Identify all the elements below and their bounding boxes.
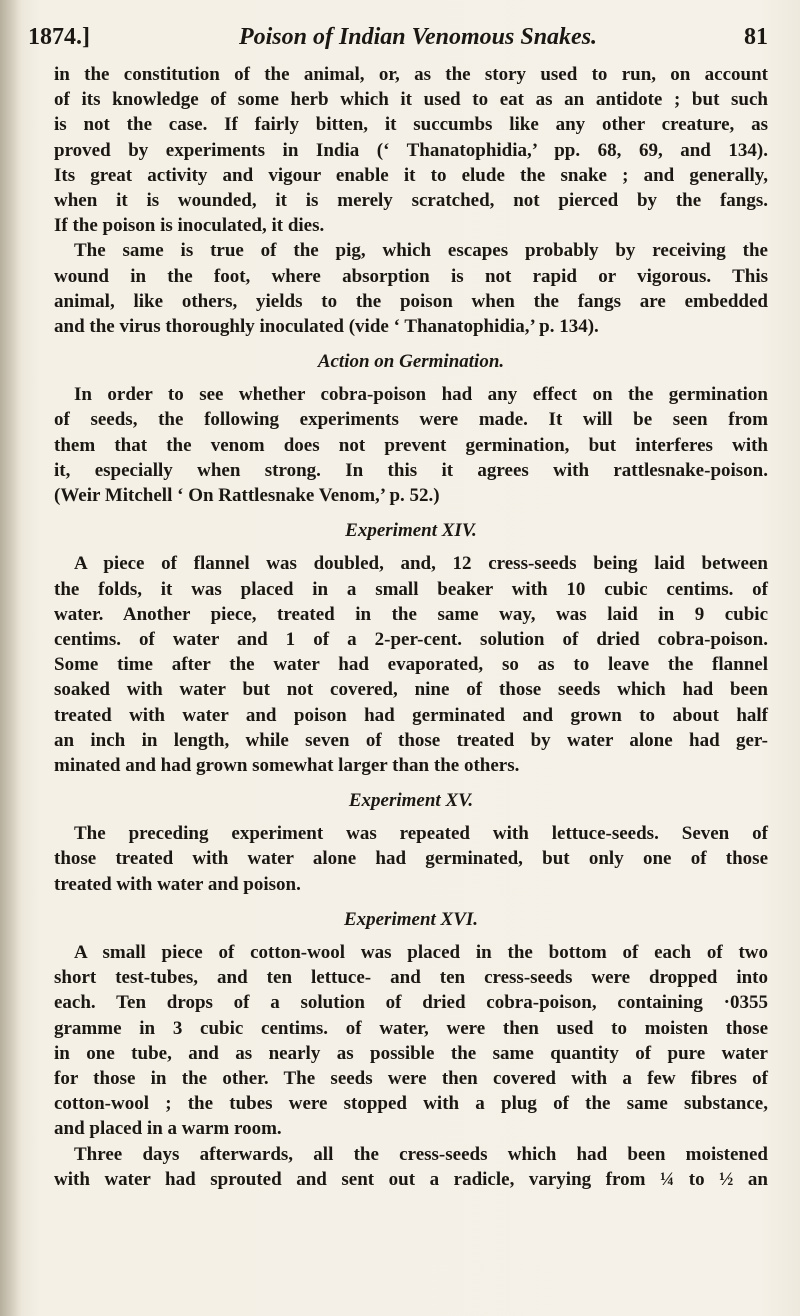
text-line: gramme in 3 cubic centims. of water, were then used to moisten those (54, 1017, 768, 1039)
text-line: when it is wounded, it is merely scratched, not pierced by the fangs. (54, 189, 768, 211)
text-line: The same is true of the pig, which escapes probably by receiving the (74, 240, 768, 262)
text-line: Three days afterwards, all the cress-seeds which had been moistened (74, 1143, 768, 1165)
text-line: for those in the other. The seeds were then covered with a few fibres of (54, 1067, 768, 1089)
text-line: centims. of water and 1 of a 2-per-cent. solution of dried cobra-poison. (54, 628, 768, 650)
text-line: each. Ten drops of a solution of dried cobra-poison, containing ·0355 (54, 992, 768, 1014)
text-line: in one tube, and as nearly as possible the same quantity of pure water (54, 1042, 768, 1064)
text-line: in the constitution of the animal, or, as the story used to run, on account (54, 64, 768, 85)
paragraph-experiment-xiv (54, 551, 768, 778)
text-line: and the virus thoroughly inoculated (vide ‘ Thanatophidia,’ p. 134). (54, 315, 599, 337)
page-number: 81 (744, 24, 768, 50)
text-line: of seeds, the following experiments were made. It will be seen from (54, 409, 768, 431)
text-line: is not the case. If fairly bitten, it succumbs like any other creature, as (54, 114, 768, 136)
text-line: of its knowledge of some herb which it used to eat as an antidote ; but such (54, 89, 768, 111)
paragraph-experiment-xv (54, 821, 768, 897)
running-head-title: Poison of Indian Venomous Snakes. (238, 24, 598, 50)
text-line: The preceding experiment was repeated with lettuce-seeds. Seven of (74, 823, 768, 845)
text-line: short test-tubes, and ten lettuce- and ten cress-seeds were dropped into (54, 967, 768, 989)
paragraph-germination-intro (54, 382, 768, 508)
text-line: treated with water and poison had germinated and grown to about half (54, 704, 768, 726)
running-head (28, 24, 768, 60)
experiment-heading: Experiment XIV. (345, 520, 477, 542)
text-line: them that the venom does not prevent germination, but interferes with (54, 434, 768, 456)
paragraph-mongoose (54, 62, 768, 238)
text-line: cotton-wool ; the tubes were stopped with a plug of the same substance, (54, 1093, 768, 1115)
text-line: those treated with water alone had germinated, but only one of those (54, 848, 768, 870)
paragraph-pig (54, 238, 768, 339)
text-line: the folds, it was placed in a small beaker with 10 cubic centims. of (54, 578, 768, 600)
text-line: A small piece of cotton-wool was placed in the bottom of each of two (74, 942, 768, 963)
paragraph-experiment-xvi (54, 940, 768, 1142)
text-line: minated and had grown somewhat larger than the others. (54, 754, 520, 776)
text-line: A piece of flannel was doubled, and, 12 cress-seeds being laid between (74, 553, 768, 575)
text-line: wound in the foot, where absorption is not rapid or vigorous. This (54, 265, 768, 287)
experiment-heading: Experiment XV. (348, 790, 474, 812)
text-line: with water had sprouted and sent out a radicle, varying from ¼ to ½ an (54, 1168, 768, 1190)
section-heading: Action on Germination. (317, 351, 505, 373)
text-line: and placed in a warm room. (54, 1118, 282, 1140)
text-line: water. Another piece, treated in the same way, was laid in 9 cubic (54, 603, 768, 625)
text-line: In order to see whether cobra-poison had any effect on the germination (74, 384, 768, 406)
binding-shadow (0, 0, 22, 1316)
text-line: it, especially when strong. In this it agrees with rattlesnake-poison. (54, 459, 768, 481)
body-text (54, 62, 768, 1192)
text-line: Some time after the water had evaporated, so as to leave the flannel (54, 654, 768, 676)
text-line: proved by experiments in India (‘ Thanatophidia,’ pp. 68, 69, and 134). (54, 139, 768, 161)
text-line: (Weir Mitchell ‘ On Rattlesnake Venom,’ p. 52.) (54, 485, 440, 506)
text-line: an inch in length, while seven of those treated by water alone had ger- (54, 729, 768, 751)
text-line: If the poison is inoculated, it dies. (54, 215, 325, 237)
text-line: soaked with water but not covered, nine of those seeds which had been (54, 679, 768, 701)
text-line: animal, like others, yields to the poison when the fangs are embedded (54, 290, 768, 312)
running-head-year: 1874.] (28, 24, 90, 50)
experiment-heading: Experiment XVI. (343, 908, 479, 930)
text-line: Its great activity and vigour enable it to elude the snake ; and generally, (54, 164, 768, 186)
text-line: treated with water and poison. (54, 873, 301, 895)
paragraph-experiment-xvi-results (54, 1142, 768, 1192)
